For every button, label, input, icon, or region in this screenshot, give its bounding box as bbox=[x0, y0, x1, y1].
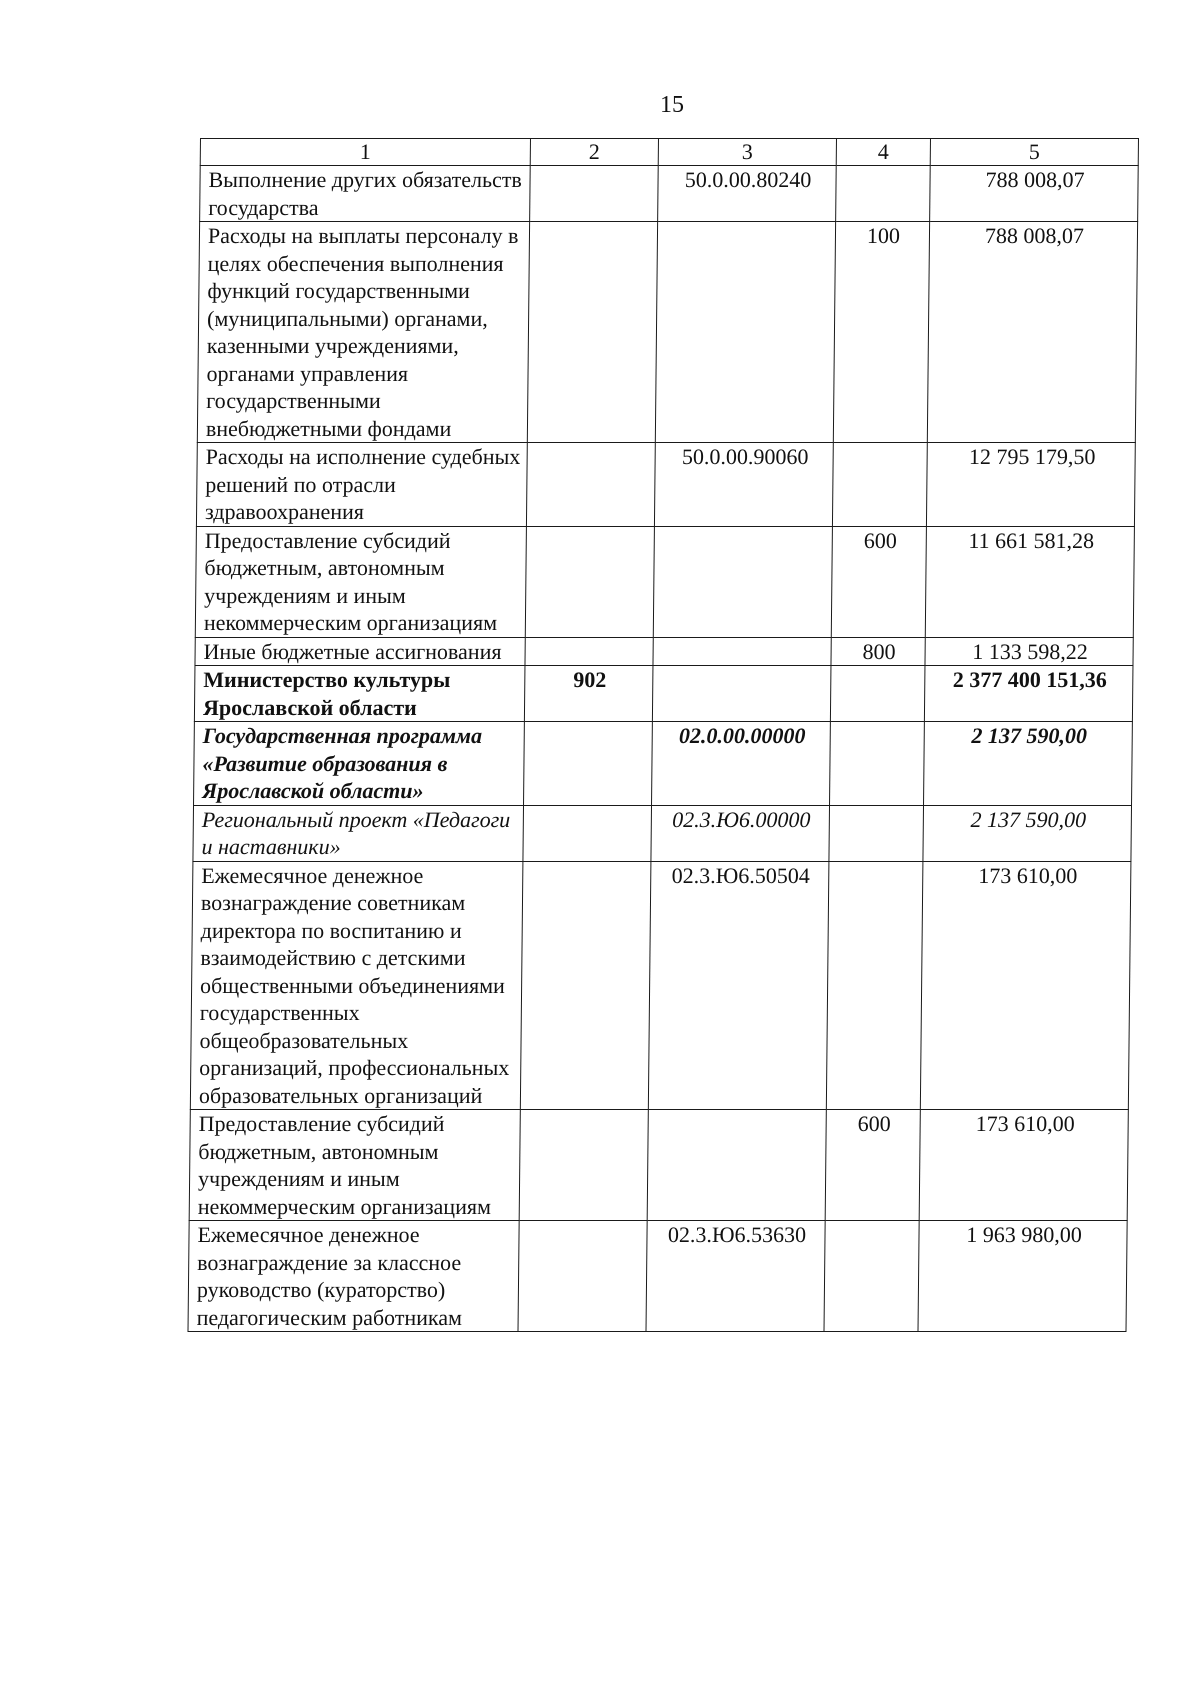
table-row bbox=[193, 805, 1132, 861]
amount-cell: 788 008,07 bbox=[930, 166, 1139, 222]
target-article-cell bbox=[655, 222, 835, 443]
amount-cell: 1 963 980,00 bbox=[918, 1221, 1127, 1332]
table-row bbox=[188, 1221, 1127, 1332]
department-code-cell bbox=[527, 222, 657, 443]
expense-kind-cell bbox=[832, 443, 927, 527]
target-article-cell bbox=[652, 666, 831, 722]
amount-cell: 788 008,07 bbox=[927, 222, 1137, 443]
header-col-3: 3 bbox=[658, 139, 836, 166]
table-row bbox=[200, 166, 1139, 222]
expense-name-cell: Выполнение других обязательств государства bbox=[200, 166, 531, 222]
target-article-cell: 02.3.Ю6.00000 bbox=[651, 805, 830, 861]
amount-cell: 2 137 590,00 bbox=[923, 805, 1132, 861]
target-article-cell: 02.0.00.00000 bbox=[652, 722, 831, 806]
target-article-cell bbox=[647, 1110, 826, 1221]
expense-name-cell: Государственная программа «Развитие образования в Ярославской области» bbox=[194, 722, 525, 806]
budget-table-body bbox=[188, 139, 1138, 1332]
header-col-2: 2 bbox=[530, 139, 658, 166]
department-code-cell bbox=[523, 805, 652, 861]
table-row bbox=[189, 1110, 1128, 1221]
table-row bbox=[196, 443, 1135, 527]
expense-name-cell: Расходы на выплаты персоналу в целях обеспечения выполнения функций государственными (муниципальными) органами, казенными учреждениями, органами управления государственными внебюджетными фондами bbox=[197, 222, 529, 443]
department-code-cell bbox=[525, 526, 654, 637]
expense-name-cell: Региональный проект «Педагоги и наставники» bbox=[193, 805, 524, 861]
target-article-cell: 50.0.00.80240 bbox=[658, 166, 837, 222]
budget-table bbox=[187, 138, 1139, 1332]
department-code-cell bbox=[518, 1221, 647, 1332]
amount-cell: 2 377 400 151,36 bbox=[924, 666, 1133, 722]
expense-kind-cell bbox=[826, 861, 923, 1110]
expense-kind-cell bbox=[830, 722, 925, 806]
amount-cell: 173 610,00 bbox=[920, 861, 1131, 1110]
target-article-cell: 02.3.Ю6.50504 bbox=[648, 861, 829, 1110]
department-code-cell bbox=[526, 443, 655, 527]
amount-cell: 173 610,00 bbox=[919, 1110, 1128, 1221]
header-col-4: 4 bbox=[836, 139, 930, 166]
table-row bbox=[197, 222, 1137, 443]
page-number-text: 15 bbox=[660, 92, 684, 118]
amount-cell: 11 661 581,28 bbox=[925, 526, 1134, 637]
expense-kind-cell: 100 bbox=[833, 222, 929, 443]
table-row bbox=[194, 722, 1133, 806]
department-code-cell bbox=[525, 637, 653, 666]
target-article-cell bbox=[653, 637, 831, 666]
amount-cell: 2 137 590,00 bbox=[924, 722, 1133, 806]
department-code-cell: 902 bbox=[524, 666, 653, 722]
department-code-cell bbox=[520, 861, 651, 1110]
table-header-row bbox=[200, 139, 1138, 166]
amount-cell: 12 795 179,50 bbox=[926, 443, 1135, 527]
department-code-cell bbox=[524, 722, 653, 806]
expense-kind-cell bbox=[829, 805, 924, 861]
expense-kind-cell: 600 bbox=[825, 1110, 920, 1221]
table-row bbox=[190, 861, 1131, 1110]
expense-name-cell: Предоставление субсидий бюджетным, автономным учреждениям и иным некоммерческим организациям bbox=[195, 526, 526, 637]
expense-kind-cell bbox=[836, 166, 931, 222]
table-row bbox=[195, 526, 1134, 637]
expense-name-cell: Ежемесячное денежное вознаграждение за классное руководство (кураторство) педагогическим работникам bbox=[188, 1221, 519, 1332]
expense-name-cell: Расходы на исполнение судебных решений по отрасли здравоохранения bbox=[196, 443, 527, 527]
department-code-cell bbox=[519, 1110, 648, 1221]
expense-kind-cell: 600 bbox=[831, 526, 926, 637]
header-col-1: 1 bbox=[200, 139, 530, 166]
table-row bbox=[195, 637, 1133, 666]
expense-kind-cell: 800 bbox=[831, 637, 925, 666]
page-number bbox=[0, 92, 1200, 119]
expense-name-cell: Ежемесячное денежное вознаграждение советникам директора по воспитанию и взаимодействию с детскими общественными объединениями государственных общеобразовательных организаций, профессиональных образовательных организаций bbox=[190, 861, 523, 1110]
expense-kind-cell bbox=[830, 666, 925, 722]
expense-name-cell: Иные бюджетные ассигнования bbox=[195, 637, 525, 666]
department-code-cell bbox=[530, 166, 659, 222]
expense-kind-cell bbox=[824, 1221, 919, 1332]
amount-cell: 1 133 598,22 bbox=[925, 637, 1133, 666]
target-article-cell: 02.3.Ю6.53630 bbox=[646, 1221, 825, 1332]
expense-name-cell: Министерство культуры Ярославской области bbox=[194, 666, 525, 722]
header-col-5: 5 bbox=[930, 139, 1138, 166]
target-article-cell bbox=[653, 526, 832, 637]
target-article-cell: 50.0.00.90060 bbox=[654, 443, 833, 527]
expense-name-cell: Предоставление субсидий бюджетным, автономным учреждениям и иным некоммерческим организациям bbox=[189, 1110, 520, 1221]
table-row bbox=[194, 666, 1133, 722]
